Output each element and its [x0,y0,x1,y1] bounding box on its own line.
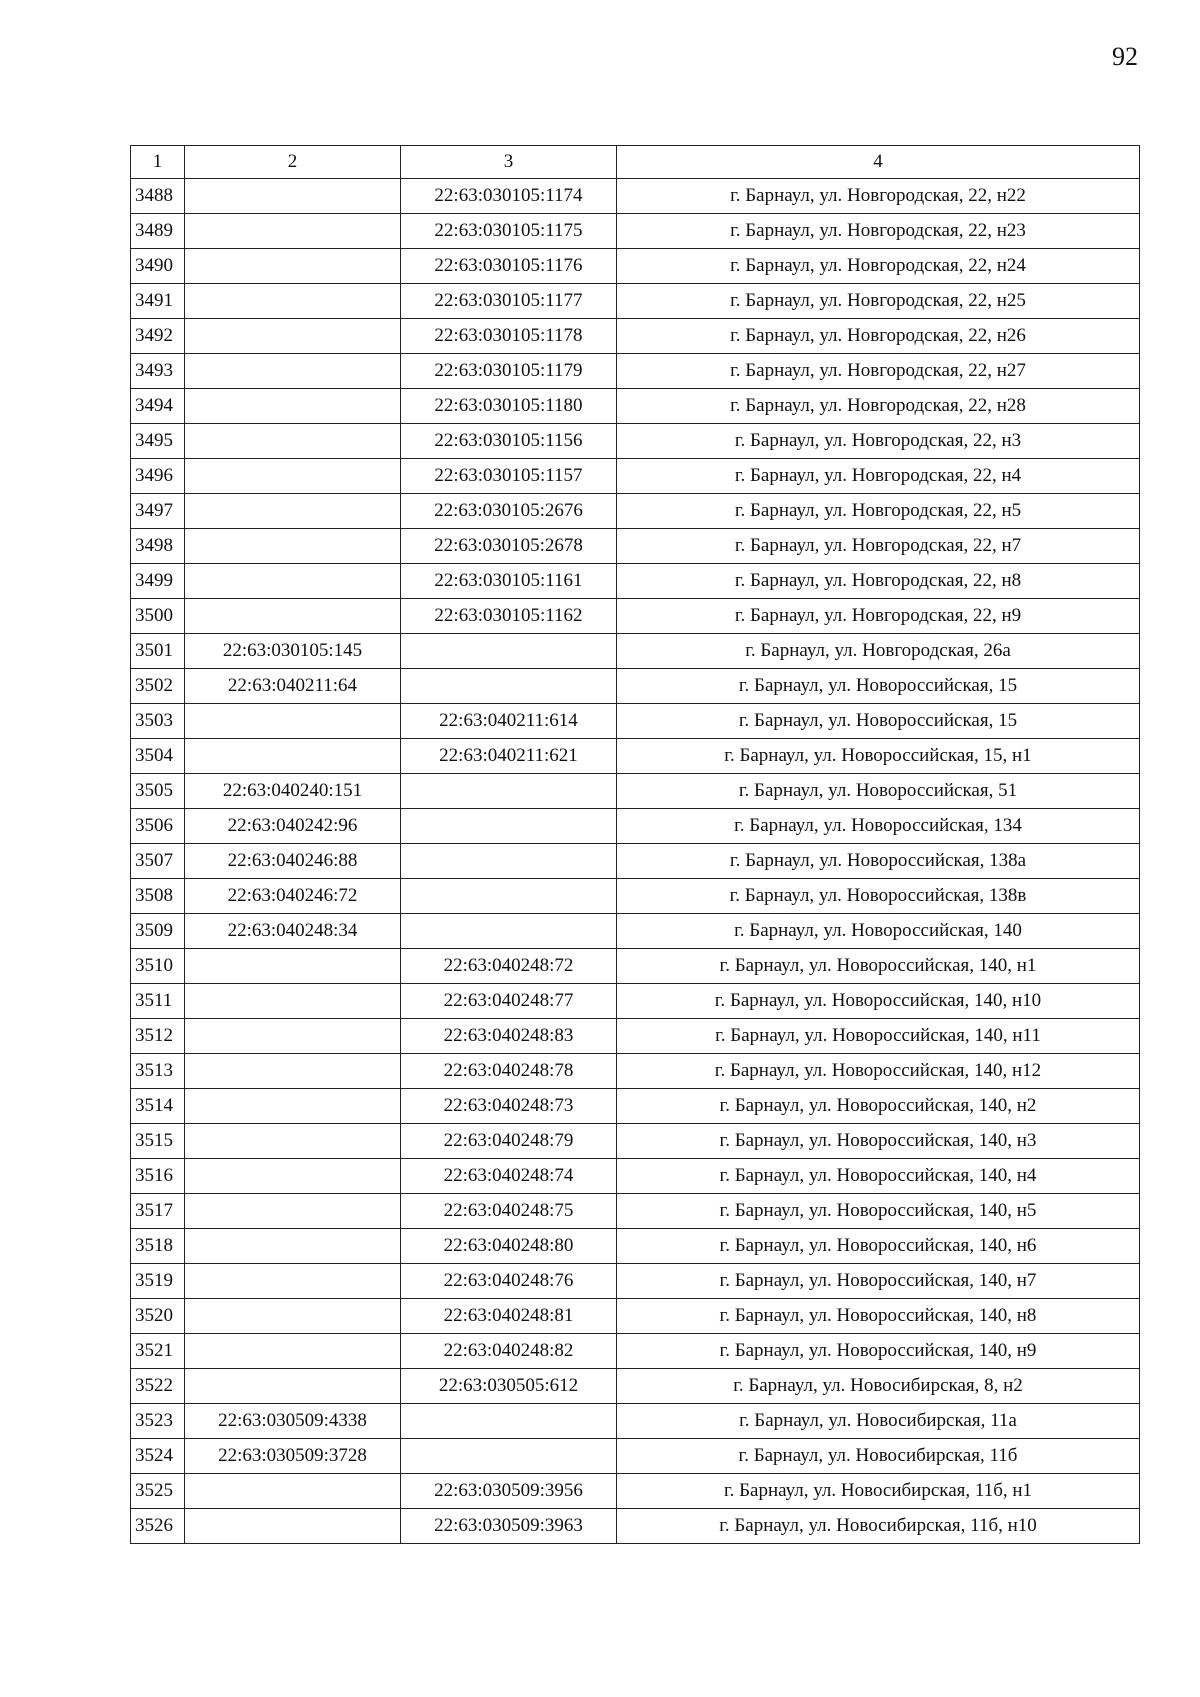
table-row [131,494,1140,529]
land-cadastral-number-cell [185,459,401,494]
row-number-cell: 3515 [131,1124,185,1159]
table-row [131,1404,1140,1439]
building-cadastral-number-cell [401,844,617,879]
row-number-cell: 3513 [131,1054,185,1089]
address-cell: г. Барнаул, ул. Новороссийская, 15 [617,669,1140,704]
page-number: 92 [1112,42,1138,71]
land-cadastral-number-cell [185,1089,401,1124]
header-col-4: 4 [617,146,1140,179]
building-cadastral-number-cell [401,809,617,844]
building-cadastral-number-cell [401,914,617,949]
land-cadastral-number-cell [185,1369,401,1404]
land-cadastral-number-cell [185,354,401,389]
land-cadastral-number-cell [185,249,401,284]
table-row [131,564,1140,599]
address-cell: г. Барнаул, ул. Новороссийская, 140, н10 [617,984,1140,1019]
table-row [131,214,1140,249]
header-col-2: 2 [185,146,401,179]
address-cell: г. Барнаул, ул. Новгородская, 22, н27 [617,354,1140,389]
address-cell: г. Барнаул, ул. Новгородская, 26а [617,634,1140,669]
address-cell: г. Барнаул, ул. Новосибирская, 8, н2 [617,1369,1140,1404]
row-number-cell: 3510 [131,949,185,984]
address-cell: г. Барнаул, ул. Новороссийская, 15, н1 [617,739,1140,774]
land-cadastral-number-cell [185,179,401,214]
address-cell: г. Барнаул, ул. Новороссийская, 15 [617,704,1140,739]
table-row [131,1019,1140,1054]
row-number-cell: 3498 [131,529,185,564]
address-cell: г. Барнаул, ул. Новгородская, 22, н25 [617,284,1140,319]
building-cadastral-number-cell: 22:63:040248:80 [401,1229,617,1264]
row-number-cell: 3490 [131,249,185,284]
row-number-cell: 3526 [131,1509,185,1544]
table-row [131,1509,1140,1544]
land-cadastral-number-cell: 22:63:040246:88 [185,844,401,879]
table-row [131,1299,1140,1334]
building-cadastral-number-cell: 22:63:030105:1179 [401,354,617,389]
row-number-cell: 3502 [131,669,185,704]
building-cadastral-number-cell [401,669,617,704]
land-cadastral-number-cell [185,284,401,319]
building-cadastral-number-cell: 22:63:030105:1180 [401,389,617,424]
address-cell: г. Барнаул, ул. Новороссийская, 134 [617,809,1140,844]
table-row [131,914,1140,949]
row-number-cell: 3522 [131,1369,185,1404]
land-cadastral-number-cell: 22:63:040242:96 [185,809,401,844]
land-cadastral-number-cell [185,1194,401,1229]
address-cell: г. Барнаул, ул. Новгородская, 22, н23 [617,214,1140,249]
row-number-cell: 3516 [131,1159,185,1194]
row-number-cell: 3519 [131,1264,185,1299]
row-number-cell: 3504 [131,739,185,774]
address-cell: г. Барнаул, ул. Новороссийская, 140 [617,914,1140,949]
land-cadastral-number-cell [185,1299,401,1334]
row-number-cell: 3511 [131,984,185,1019]
table-row [131,1054,1140,1089]
building-cadastral-number-cell: 22:63:030105:1178 [401,319,617,354]
row-number-cell: 3501 [131,634,185,669]
land-cadastral-number-cell [185,319,401,354]
row-number-cell: 3525 [131,1474,185,1509]
address-cell: г. Барнаул, ул. Новороссийская, 138в [617,879,1140,914]
address-cell: г. Барнаул, ул. Новосибирская, 11а [617,1404,1140,1439]
land-cadastral-number-cell [185,739,401,774]
address-cell: г. Барнаул, ул. Новороссийская, 140, н2 [617,1089,1140,1124]
building-cadastral-number-cell [401,1439,617,1474]
land-cadastral-number-cell [185,984,401,1019]
row-number-cell: 3523 [131,1404,185,1439]
table-row [131,1334,1140,1369]
table-row [131,1229,1140,1264]
row-number-cell: 3500 [131,599,185,634]
row-number-cell: 3496 [131,459,185,494]
land-cadastral-number-cell: 22:63:040211:64 [185,669,401,704]
building-cadastral-number-cell: 22:63:040211:621 [401,739,617,774]
building-cadastral-number-cell: 22:63:030105:1156 [401,424,617,459]
row-number-cell: 3507 [131,844,185,879]
row-number-cell: 3524 [131,1439,185,1474]
table-row [131,1264,1140,1299]
address-cell: г. Барнаул, ул. Новгородская, 22, н28 [617,389,1140,424]
table-row [131,424,1140,459]
row-number-cell: 3517 [131,1194,185,1229]
building-cadastral-number-cell: 22:63:040248:79 [401,1124,617,1159]
land-cadastral-number-cell [185,1334,401,1369]
header-col-3: 3 [401,146,617,179]
land-cadastral-number-cell [185,1124,401,1159]
row-number-cell: 3514 [131,1089,185,1124]
row-number-cell: 3497 [131,494,185,529]
row-number-cell: 3512 [131,1019,185,1054]
table-row [131,1474,1140,1509]
building-cadastral-number-cell: 22:63:040248:81 [401,1299,617,1334]
address-cell: г. Барнаул, ул. Новороссийская, 140, н6 [617,1229,1140,1264]
address-cell: г. Барнаул, ул. Новороссийская, 140, н12 [617,1054,1140,1089]
building-cadastral-number-cell: 22:63:030509:3963 [401,1509,617,1544]
row-number-cell: 3499 [131,564,185,599]
address-cell: г. Барнаул, ул. Новгородская, 22, н24 [617,249,1140,284]
building-cadastral-number-cell: 22:63:030105:1157 [401,459,617,494]
land-cadastral-number-cell [185,529,401,564]
land-cadastral-number-cell [185,389,401,424]
address-cell: г. Барнаул, ул. Новороссийская, 140, н11 [617,1019,1140,1054]
table-row [131,284,1140,319]
land-cadastral-number-cell [185,1474,401,1509]
table-row [131,1159,1140,1194]
building-cadastral-number-cell: 22:63:040248:75 [401,1194,617,1229]
building-cadastral-number-cell: 22:63:040248:77 [401,984,617,1019]
registry-table [130,145,1140,1544]
address-cell: г. Барнаул, ул. Новгородская, 22, н8 [617,564,1140,599]
row-number-cell: 3493 [131,354,185,389]
building-cadastral-number-cell: 22:63:040248:83 [401,1019,617,1054]
land-cadastral-number-cell: 22:63:030105:145 [185,634,401,669]
table-body [131,179,1140,1544]
row-number-cell: 3520 [131,1299,185,1334]
table-row [131,1089,1140,1124]
address-cell: г. Барнаул, ул. Новороссийская, 140, н9 [617,1334,1140,1369]
land-cadastral-number-cell [185,214,401,249]
building-cadastral-number-cell: 22:63:040211:614 [401,704,617,739]
table-row [131,319,1140,354]
table-row [131,1194,1140,1229]
row-number-cell: 3488 [131,179,185,214]
address-cell: г. Барнаул, ул. Новороссийская, 51 [617,774,1140,809]
building-cadastral-number-cell [401,634,617,669]
row-number-cell: 3521 [131,1334,185,1369]
address-cell: г. Барнаул, ул. Новгородская, 22, н26 [617,319,1140,354]
address-cell: г. Барнаул, ул. Новгородская, 22, н4 [617,459,1140,494]
address-cell: г. Барнаул, ул. Новосибирская, 11б [617,1439,1140,1474]
row-number-cell: 3491 [131,284,185,319]
building-cadastral-number-cell: 22:63:040248:73 [401,1089,617,1124]
table-row [131,599,1140,634]
address-cell: г. Барнаул, ул. Новороссийская, 140, н3 [617,1124,1140,1159]
row-number-cell: 3495 [131,424,185,459]
row-number-cell: 3492 [131,319,185,354]
land-cadastral-number-cell [185,424,401,459]
land-cadastral-number-cell [185,1509,401,1544]
table-row [131,1439,1140,1474]
building-cadastral-number-cell: 22:63:030105:1174 [401,179,617,214]
address-cell: г. Барнаул, ул. Новороссийская, 140, н1 [617,949,1140,984]
land-cadastral-number-cell: 22:63:030509:4338 [185,1404,401,1439]
building-cadastral-number-cell: 22:63:030509:3956 [401,1474,617,1509]
land-cadastral-number-cell [185,949,401,984]
building-cadastral-number-cell: 22:63:030105:1175 [401,214,617,249]
building-cadastral-number-cell: 22:63:030105:1177 [401,284,617,319]
address-cell: г. Барнаул, ул. Новороссийская, 140, н4 [617,1159,1140,1194]
building-cadastral-number-cell: 22:63:030105:2678 [401,529,617,564]
land-cadastral-number-cell [185,599,401,634]
address-cell: г. Барнаул, ул. Новгородская, 22, н5 [617,494,1140,529]
building-cadastral-number-cell [401,774,617,809]
table-row [131,179,1140,214]
building-cadastral-number-cell [401,879,617,914]
table-row [131,634,1140,669]
table-row [131,809,1140,844]
row-number-cell: 3505 [131,774,185,809]
land-cadastral-number-cell [185,564,401,599]
address-cell: г. Барнаул, ул. Новороссийская, 138а [617,844,1140,879]
address-cell: г. Барнаул, ул. Новгородская, 22, н3 [617,424,1140,459]
table-row [131,354,1140,389]
address-cell: г. Барнаул, ул. Новороссийская, 140, н5 [617,1194,1140,1229]
building-cadastral-number-cell: 22:63:040248:72 [401,949,617,984]
row-number-cell: 3503 [131,704,185,739]
table-row [131,844,1140,879]
address-cell: г. Барнаул, ул. Новосибирская, 11б, н10 [617,1509,1140,1544]
header-col-1: 1 [131,146,185,179]
land-cadastral-number-cell [185,1159,401,1194]
land-cadastral-number-cell: 22:63:030509:3728 [185,1439,401,1474]
land-cadastral-number-cell: 22:63:040240:151 [185,774,401,809]
land-cadastral-number-cell [185,1229,401,1264]
address-cell: г. Барнаул, ул. Новгородская, 22, н7 [617,529,1140,564]
table-row [131,459,1140,494]
table-row [131,529,1140,564]
building-cadastral-number-cell: 22:63:040248:74 [401,1159,617,1194]
land-cadastral-number-cell [185,1019,401,1054]
land-cadastral-number-cell [185,494,401,529]
table-row [131,984,1140,1019]
address-cell: г. Барнаул, ул. Новгородская, 22, н9 [617,599,1140,634]
address-cell: г. Барнаул, ул. Новороссийская, 140, н8 [617,1299,1140,1334]
row-number-cell: 3518 [131,1229,185,1264]
building-cadastral-number-cell: 22:63:040248:76 [401,1264,617,1299]
land-cadastral-number-cell: 22:63:040246:72 [185,879,401,914]
table-row [131,739,1140,774]
address-cell: г. Барнаул, ул. Новосибирская, 11б, н1 [617,1474,1140,1509]
building-cadastral-number-cell: 22:63:030505:612 [401,1369,617,1404]
building-cadastral-number-cell: 22:63:030105:1162 [401,599,617,634]
table-row [131,249,1140,284]
land-cadastral-number-cell [185,704,401,739]
table-row [131,879,1140,914]
table-header-row [131,146,1140,179]
address-cell: г. Барнаул, ул. Новороссийская, 140, н7 [617,1264,1140,1299]
table-row [131,704,1140,739]
building-cadastral-number-cell: 22:63:030105:2676 [401,494,617,529]
building-cadastral-number-cell: 22:63:030105:1176 [401,249,617,284]
building-cadastral-number-cell: 22:63:030105:1161 [401,564,617,599]
row-number-cell: 3508 [131,879,185,914]
row-number-cell: 3506 [131,809,185,844]
table-row [131,669,1140,704]
building-cadastral-number-cell [401,1404,617,1439]
row-number-cell: 3494 [131,389,185,424]
row-number-cell: 3509 [131,914,185,949]
land-cadastral-number-cell: 22:63:040248:34 [185,914,401,949]
building-cadastral-number-cell: 22:63:040248:82 [401,1334,617,1369]
land-cadastral-number-cell [185,1054,401,1089]
table-row [131,1369,1140,1404]
table-row [131,1124,1140,1159]
table-row [131,949,1140,984]
address-cell: г. Барнаул, ул. Новгородская, 22, н22 [617,179,1140,214]
table-row [131,774,1140,809]
land-cadastral-number-cell [185,1264,401,1299]
row-number-cell: 3489 [131,214,185,249]
building-cadastral-number-cell: 22:63:040248:78 [401,1054,617,1089]
table-row [131,389,1140,424]
